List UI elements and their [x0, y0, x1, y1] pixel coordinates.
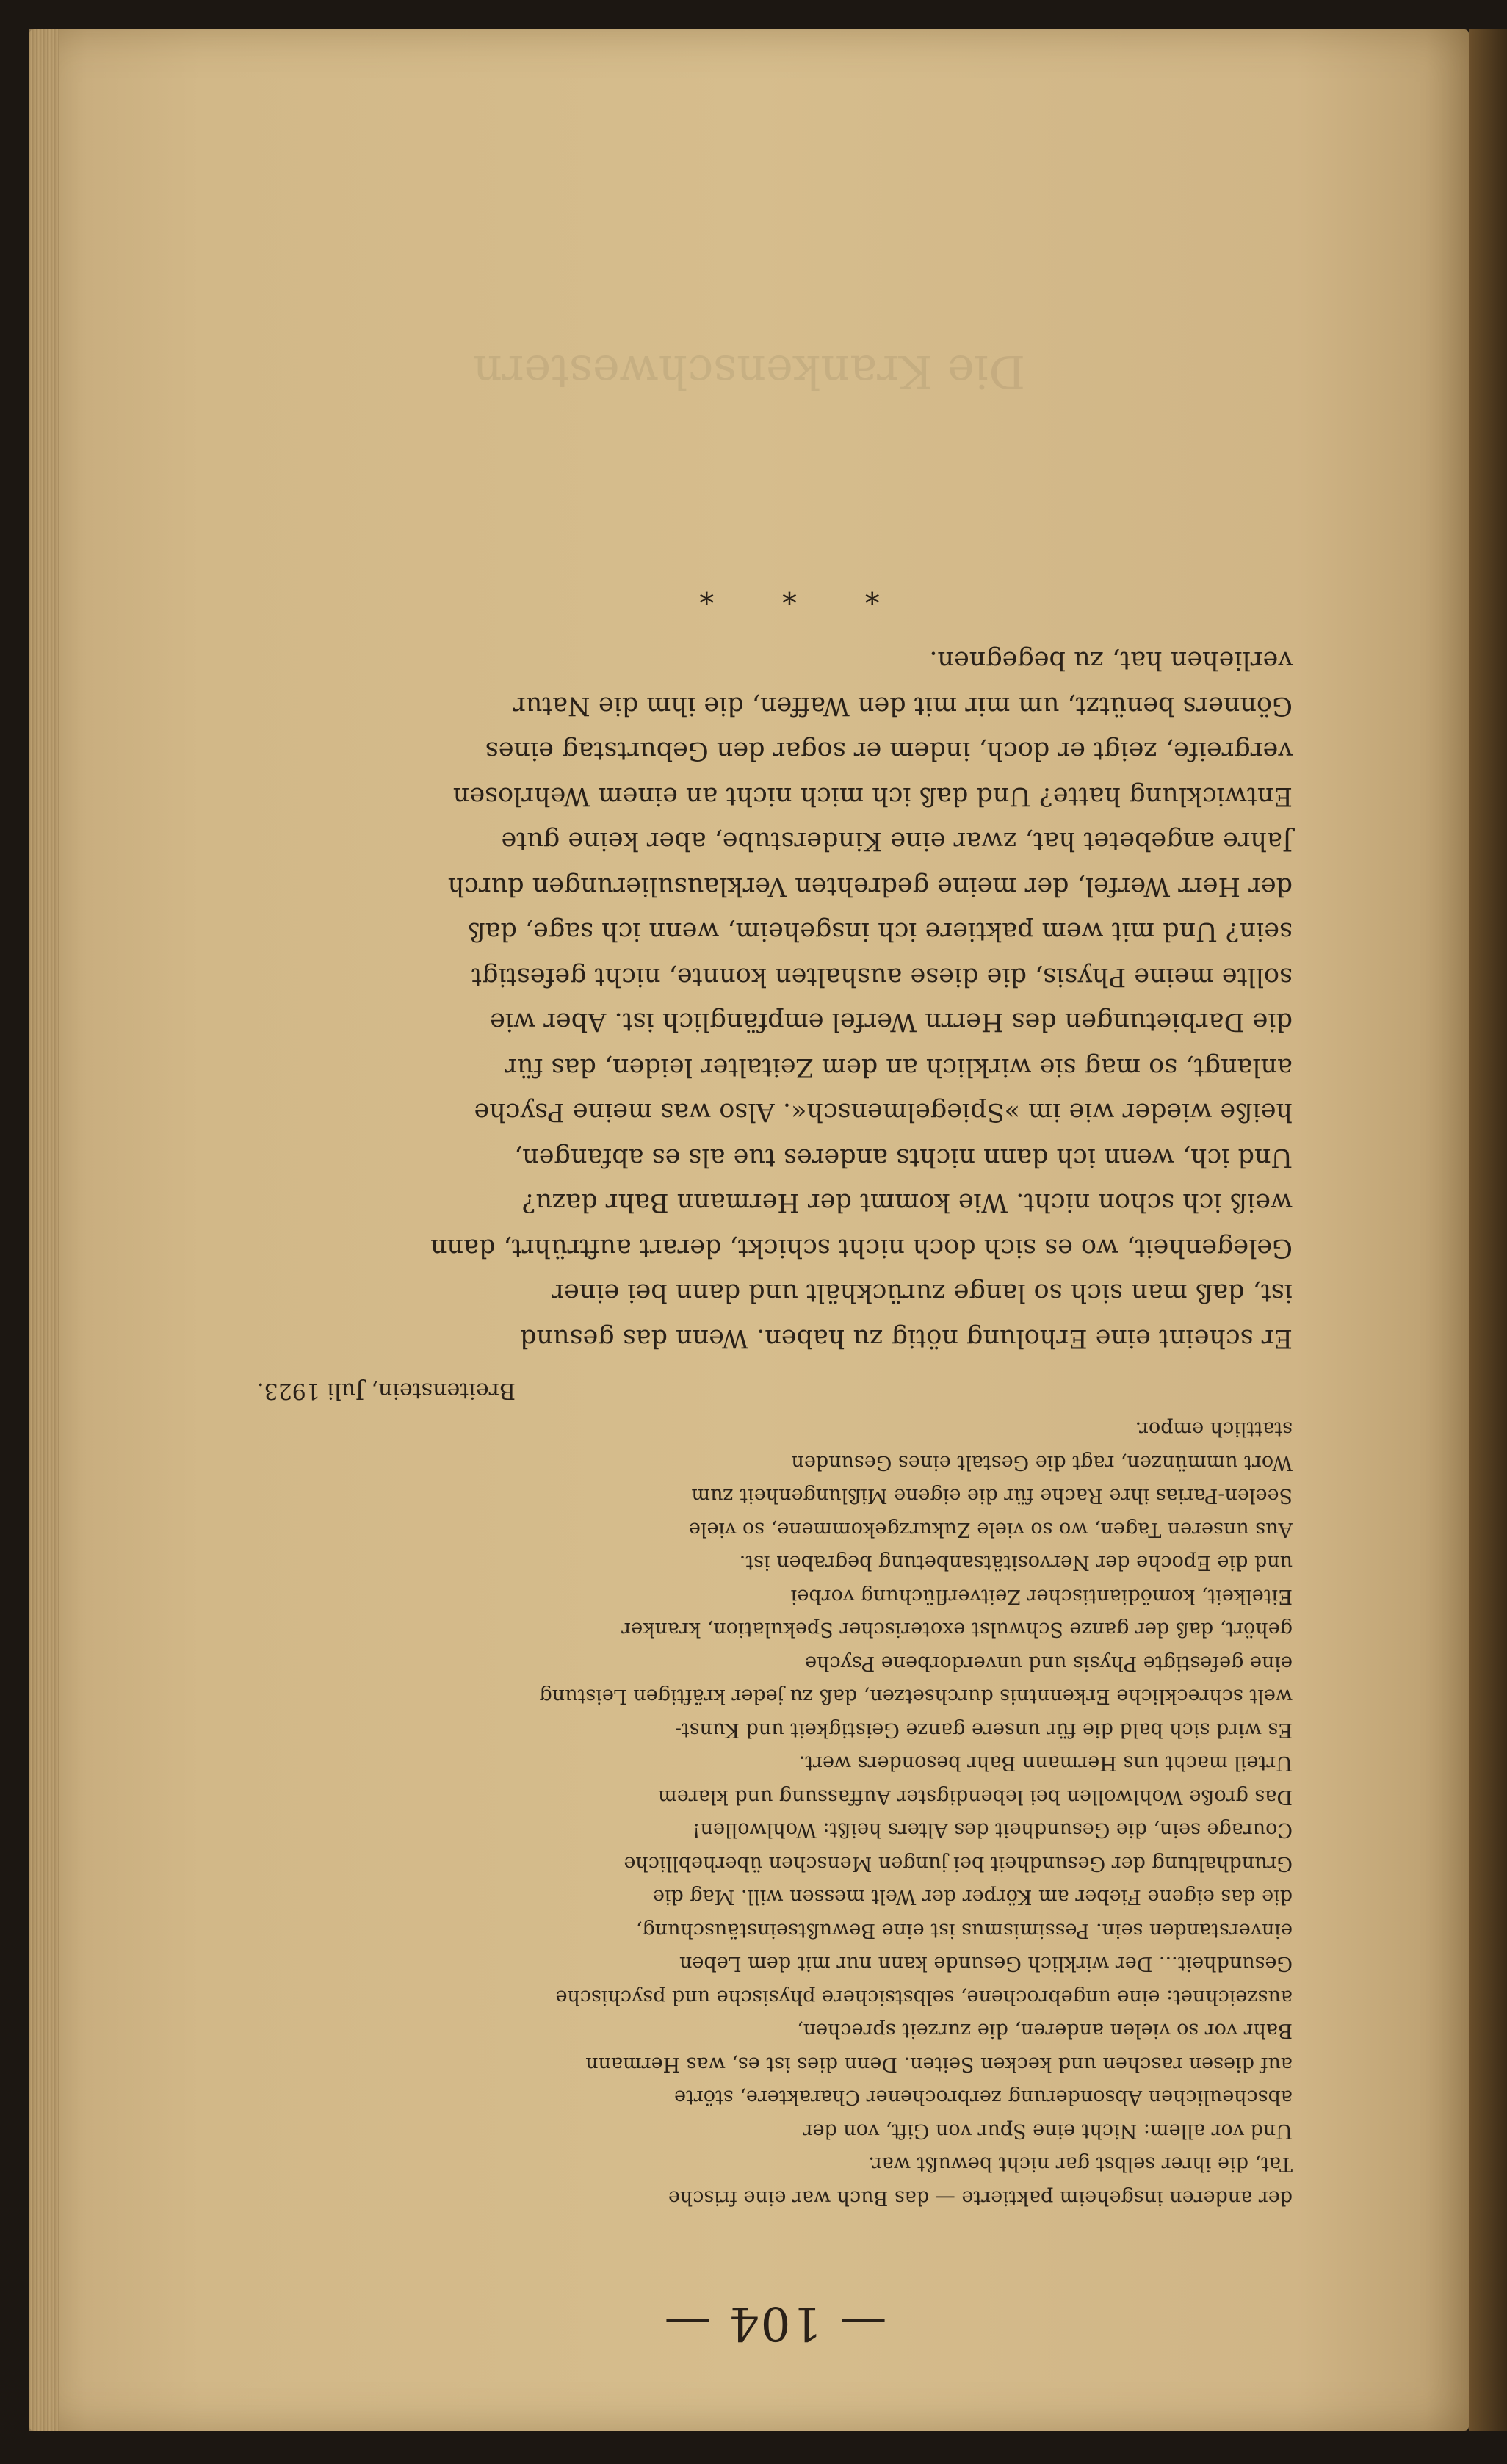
- bleed-through-title: Die Krankenschwestern: [472, 345, 1026, 399]
- text-line: eine gefestigte Physis und unverdorbene Psyche: [805, 1652, 1293, 1674]
- page-edges: [29, 29, 59, 2431]
- page-number: — 104 —: [662, 2296, 887, 2350]
- text-line: Seelen-Parias ihre Rache für die eigene Mißlungenheit zum: [691, 1484, 1293, 1508]
- text-line: Und vor allem: Nicht eine Spur von Gift, von der: [803, 2120, 1293, 2142]
- section-divider-stars: * * *: [670, 576, 880, 610]
- text-line: Grundhaltung der Gesundheit bei jungen Menschen überheblliche: [624, 1852, 1293, 1875]
- text-line: sollte meine Physis, die diese aushalten konnte, nicht gefestigt: [471, 962, 1293, 991]
- text-line: die Darbietungen des Herrn Werfel empfänglich ist. Aber wie: [490, 1007, 1293, 1037]
- binding-edge: [1469, 29, 1507, 2431]
- text-line: Eitelkeit, komödiantischer Zeitverflüchung vorbei: [790, 1585, 1293, 1608]
- text-line: Urteil macht uns Hermann Bahr besonders wert.: [798, 1752, 1293, 1775]
- upper-article-text: [257, 1412, 1293, 2214]
- text-line: die das eigene Fieber am Körper der Welt messen will. Mag die: [652, 1885, 1293, 1909]
- text-line: auszeichnet: eine ungebrochene, selbstsichere physische und psychische: [555, 1986, 1293, 2009]
- text-line: Und ich, wenn ich dann nichts anderes tue als es abfangen,: [514, 1143, 1293, 1172]
- text-line: Es wird sich bald die für unsere ganze Geistigkeit und Kunst-: [674, 1719, 1293, 1741]
- text-line: Gelegenheit, wo es sich doch nicht schickt, derart auftrührt, dann: [430, 1233, 1293, 1262]
- text-line: welt schreckliche Erkenntnis durchsetzen, daß zu jeder kräftigen Leistung: [539, 1685, 1293, 1708]
- text-line: Wort ummünzen, ragt die Gestalt eines Gesunden: [791, 1451, 1293, 1474]
- text-line: gehört, daß der ganze Schwulst exoterischer Spekulation, kranker: [621, 1618, 1293, 1641]
- text-line: Gönners benützt, um mir mit den Waffen, die ihm die Natur: [513, 691, 1293, 720]
- text-line: weiß ich schon nicht. Wie kommt der Hermann Bahr dazu?: [521, 1188, 1293, 1218]
- text-line: Aus unseren Tagen, wo so viele Zukurzgekommene, so viele: [688, 1518, 1293, 1541]
- text-line: ist, daß man sich so lange zurückhält und dann bei einer: [552, 1278, 1293, 1308]
- text-line: Das große Wohlwollen bei lebendigster Auffassung und klarem: [658, 1785, 1293, 1808]
- text-line: stattlich empor.: [1135, 1417, 1293, 1441]
- text-line: verliehen hat, zu begegnen.: [929, 646, 1293, 676]
- text-line: Gesundheit... Der wirklich Gesunde kann nur mit dem Leben: [679, 1952, 1293, 1976]
- text-line: heiße wieder wie im »Spiegelmensch«. Also was meine Psyche: [474, 1097, 1293, 1127]
- text-line: Er scheint eine Erholung nötig zu haben. Wenn das gesund: [520, 1323, 1293, 1353]
- dateline: Breitenstein, Juli 1923.: [257, 1378, 516, 1403]
- text-line: auf diesen raschen und kecken Seiten. Denn dies ist es, was Hermann: [585, 2053, 1293, 2075]
- text-line: Jahre angebetet hat, zwar eine Kinderstube, aber keine gute: [501, 826, 1293, 856]
- text-line: der anderen insgeheim paktierte — das Buch war eine frische: [668, 2186, 1293, 2209]
- text-line: der Herr Werfel, der meine gedrehten Verklausulierungen durch: [447, 872, 1293, 901]
- text-line: Bahr vor so vielen anderen, die zurzeit sprechen,: [797, 2019, 1293, 2042]
- text-line: Tat, die ihrer selbst gar nicht bewußt war.: [868, 2153, 1293, 2176]
- text-line: sein? Und mit wem paktiere ich insgeheim, wenn ich sage, daß: [468, 917, 1293, 947]
- lower-article-text: [257, 637, 1293, 1360]
- text-line: Entwicklung hatte? Und daß ich mich nicht an einem Wehrlosen: [452, 781, 1293, 811]
- text-line: vergreife, zeigt er doch, indem er sogar den Geburtstag eines: [485, 736, 1293, 766]
- rotated-text-block: [257, 558, 1293, 2350]
- text-line: abscheulichen Absonderung zerbrochener Charaktere, störte: [674, 2086, 1293, 2109]
- text-line: einverstanden sein. Pessimismus ist eine Bewußtseinstäuschung,: [635, 1919, 1293, 1942]
- text-line: anlangt, so mag sie wirklich an dem Zeitalter leiden, das für: [505, 1052, 1293, 1082]
- text-line: Courage sein, die Gesundheit des Alters heißt: Wohlwollen!: [692, 1818, 1293, 1842]
- text-line: und die Epoche der Nervositätsanbetung begraben ist.: [739, 1551, 1293, 1575]
